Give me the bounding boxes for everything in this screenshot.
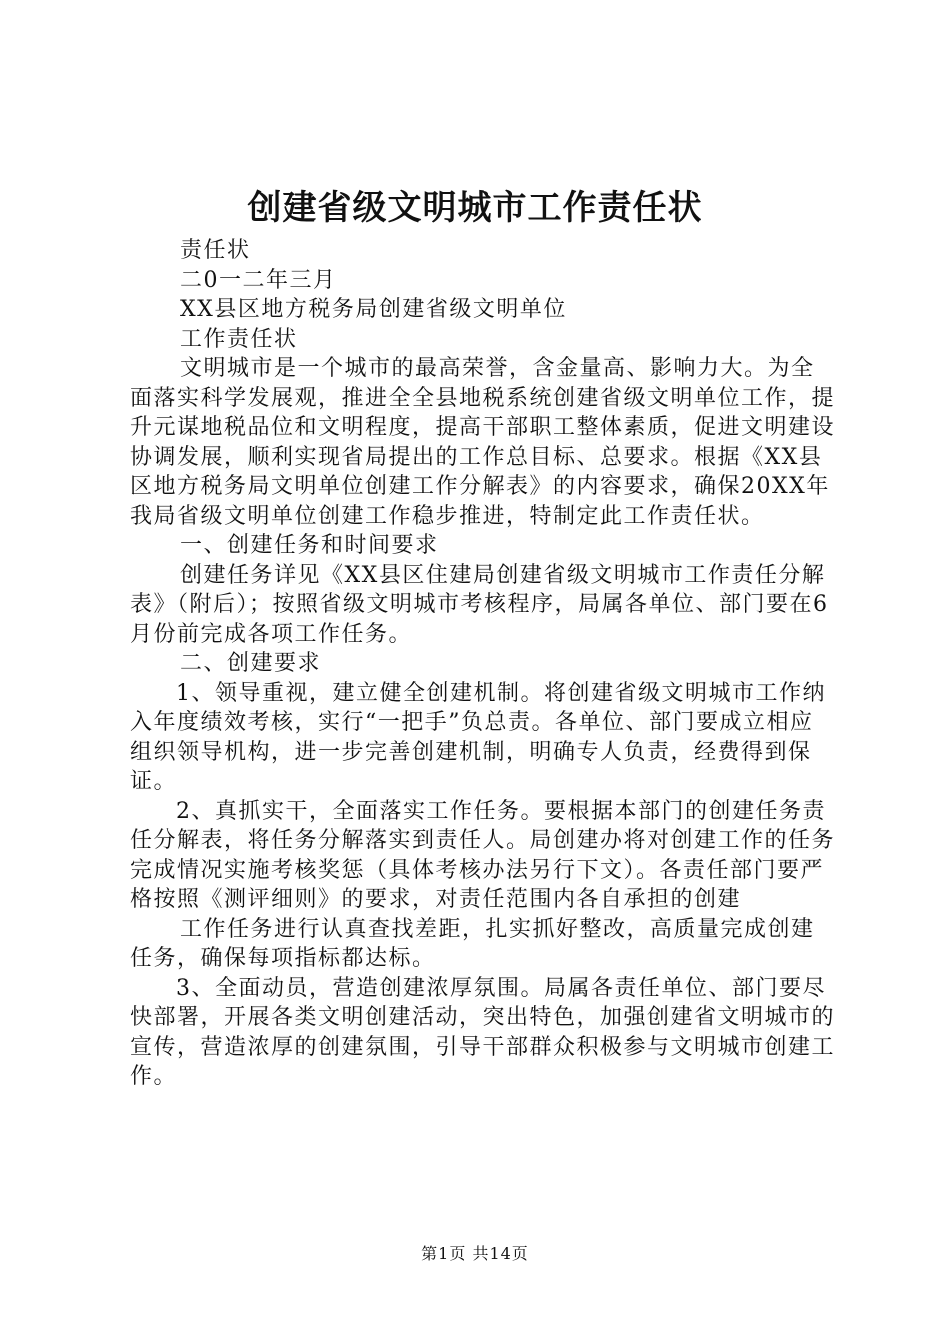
requirement-item: 1、领导重视，建立健全创建机制。将创建省级文明城市工作纳入年度绩效考核，实行“一把手”负总责。各单位、部门要成立相应组织领导机构，进一步完善创建机制，明确专人负责，经费得到保证。: [130, 680, 826, 794]
requirement-item-continued: 工作任务进行认真查找差距，扎实抓好整改，高质量完成创建任务，确保每项指标都达标。: [130, 916, 815, 971]
document-body: [130, 236, 835, 1092]
heading-line: 责任状: [180, 238, 251, 263]
requirement-item: 2、真抓实干，全面落实工作任务。要根据本部门的创建任务责任分解表，将任务分解落实到责任人。局创建办将对创建工作的任务完成情况实施考核奖惩（具体考核办法另行下文）。各责任部门要严格按照《测评细则》的要求，对责任范围内各自承担的创建: [130, 798, 836, 912]
heading-line: 二0一二年三月: [180, 267, 337, 293]
heading-line: 工作责任状: [180, 326, 298, 352]
page-number: 第1页 共14页: [421, 1244, 529, 1263]
heading-line: XX县区地方税务局创建省级文明单位: [180, 297, 567, 322]
intro-paragraph: 文明城市是一个城市的最高荣誉，含金量高、影响力大。为全面落实科学发展观，推进全全县地税系统创建省级文明单位工作，提升元谋地税品位和文明程度，提高干部职工整体素质，促进文明建设协调发展，顺利实现省局提出的工作总目标、总要求。根据《XX县区地方税务局文明单位创建工作分解表》的内容要求，确保20XX年我局省级文明单位创建工作稳步推进，特制定此工作责任状。: [130, 356, 836, 529]
requirement-item: 3、全面动员，营造创建浓厚氛围。局属各责任单位、部门要尽快部署，开展各类文明创建活动，突出特色，加强创建省文明城市的宣传，营造浓厚的创建氛围，引导干部群众积极参与文明城市创建工作。: [130, 975, 836, 1089]
section-heading: 一、创建任务和时间要求: [180, 533, 439, 558]
section-paragraph: 创建任务详见《XX县区住建局创建省级文明城市工作责任分解表》（附后）；按照省级文明城市考核程序，局属各单位、部门要在6月份前完成各项工作任务。: [130, 562, 829, 647]
document-title: 创建省级文明城市工作责任状: [247, 188, 703, 228]
section-heading: 二、创建要求: [180, 651, 322, 676]
